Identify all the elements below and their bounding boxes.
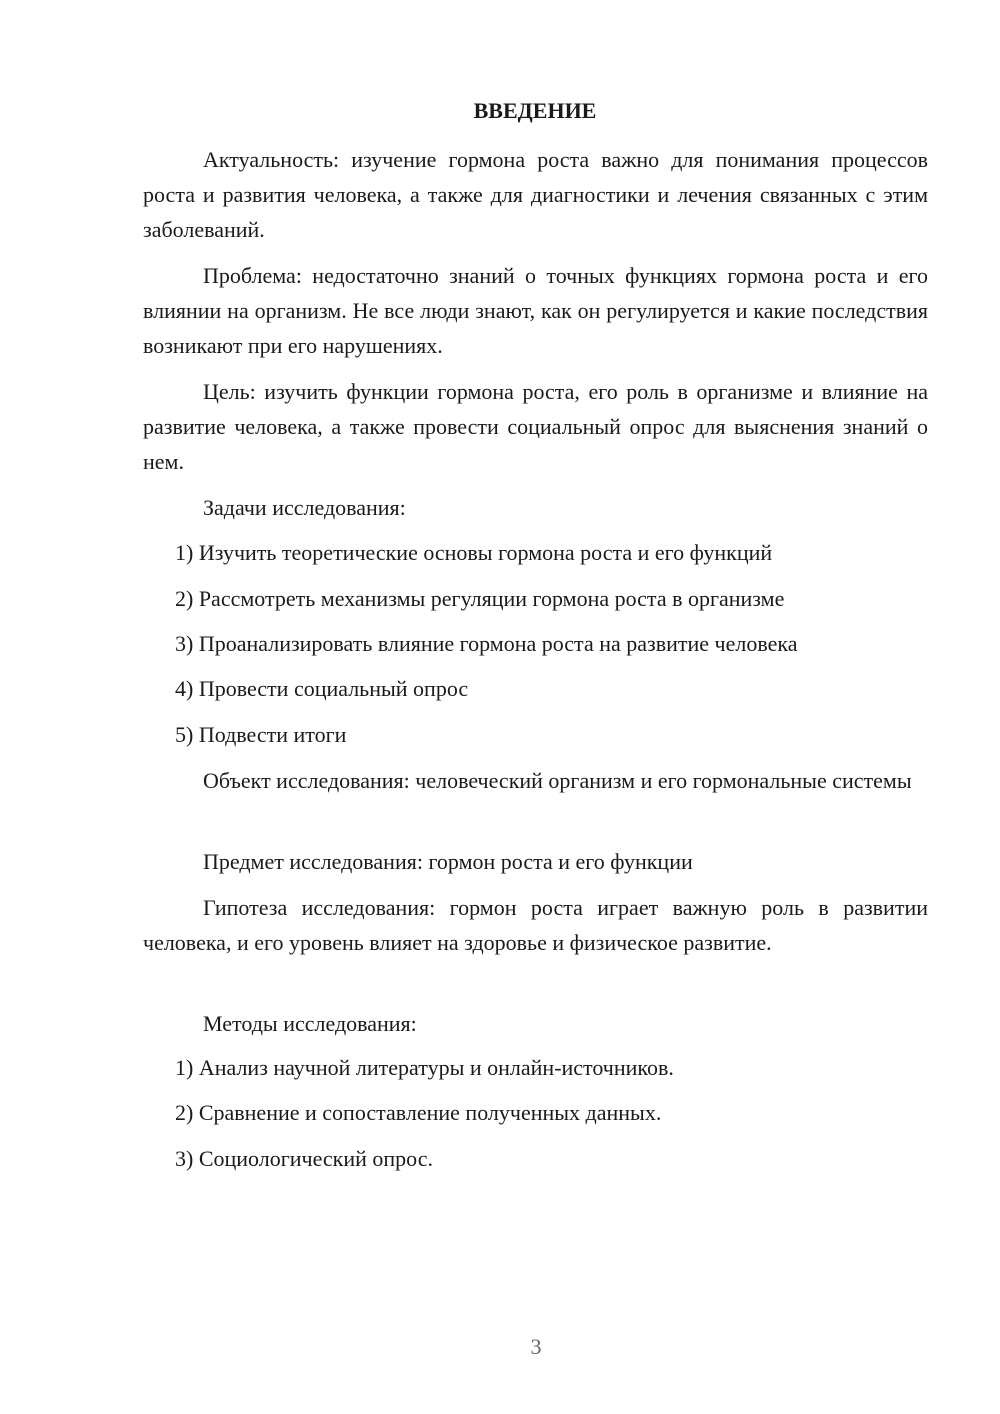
task-item: 5) Подвести итоги <box>175 722 347 747</box>
object-paragraph: Объект исследования: человеческий организм и его гормональные системы <box>203 768 912 793</box>
hypothesis-paragraph: Гипотеза исследования: гормон роста играет важную роль в развитии человека, и его уровень влияет на здоровье и физическое развитие. <box>143 895 928 955</box>
subject-paragraph: Предмет исследования: гормон роста и его функции <box>203 849 693 874</box>
goal-paragraph: Цель: изучить функции гормона роста, его роль в организме и влияние на развитие человека, а также провести социальный опрос для выяснения знаний о нем. <box>143 379 928 474</box>
problem-paragraph: Проблема: недостаточно знаний о точных функциях гормона роста и его влиянии на организм. Не все люди знают, как он регулируется и какие последствия возникают при его нарушениях. <box>143 263 928 358</box>
task-item: 1) Изучить теоретические основы гормона роста и его функций <box>175 540 773 565</box>
task-item: 4) Провести социальный опрос <box>175 676 469 701</box>
method-item: 3) Социологический опрос. <box>175 1146 433 1171</box>
method-item: 2) Сравнение и сопоставление полученных данных. <box>175 1100 662 1125</box>
method-item: 1) Анализ научной литературы и онлайн-источников. <box>175 1055 674 1080</box>
tasks-heading: Задачи исследования: <box>203 495 406 520</box>
page-number: 3 <box>530 1334 542 1359</box>
task-item: 2) Рассмотреть механизмы регуляции гормона роста в организме <box>175 586 785 611</box>
methods-heading: Методы исследования: <box>203 1011 417 1036</box>
document-title: ВВЕДЕНИЕ <box>473 98 597 123</box>
relevance-paragraph: Актуальность: изучение гормона роста важно для понимания процессов роста и развития человека, а также для диагностики и лечения связанных с этим заболеваний. <box>143 147 928 242</box>
task-item: 3) Проанализировать влияние гормона роста на развитие человека <box>175 631 798 656</box>
